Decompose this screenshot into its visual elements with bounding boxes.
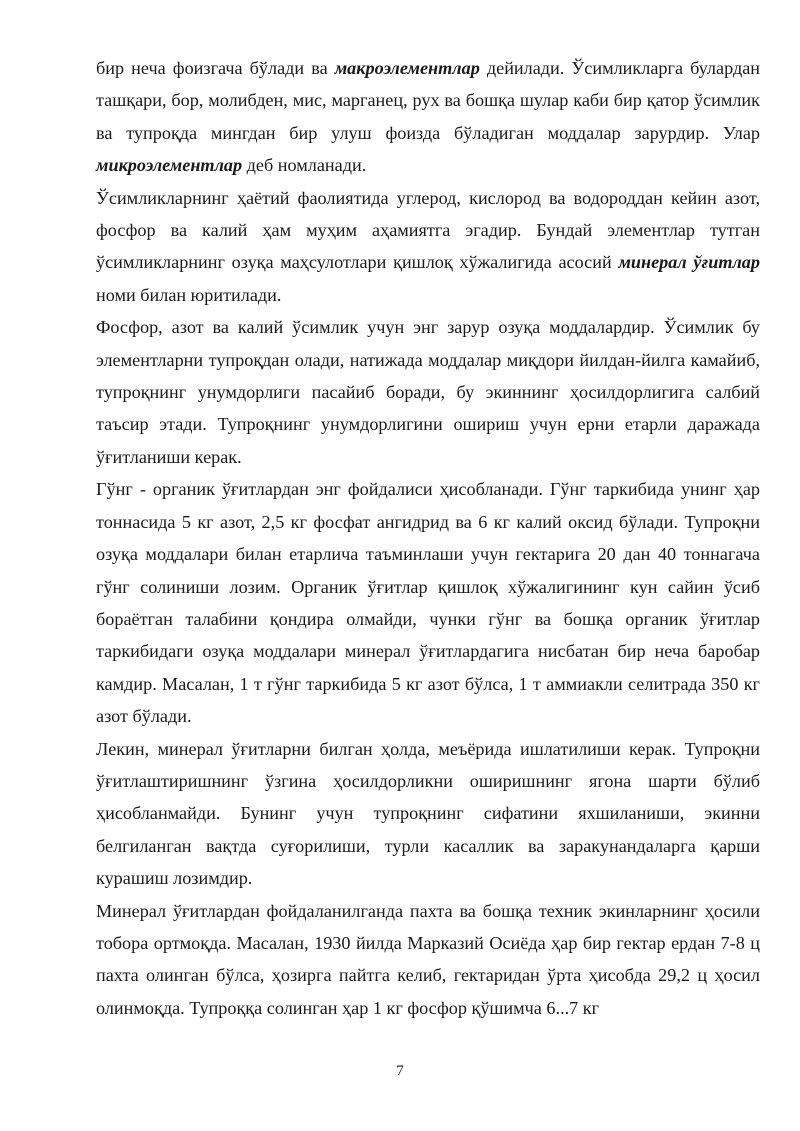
- term-macroelements: макроэлементлар: [334, 58, 480, 78]
- text-run: дейилади. Ўсимликларга булардан ташқари, бор, молибден, мис, марганец, рух ва бошқа шулар каби бир қатор ўсимлик ва тупроқда мингдан бир улуш фоизда бўладиган моддалар зарурдир. Улар: [96, 58, 760, 143]
- paragraph-manure: [96, 473, 760, 732]
- text-run: Лекин, минерал ўғитларни билган ҳолда, меъёрида ишлатилиши керак. Тупроқни ўғитлаштиришнинг ўзгина ҳосилдорликни оширишнинг ягона шарти бўлиб ҳисобланмайди. Бунинг учун тупроқнинг сифатини яхшиланиши, экинни белгиланган вақтда суғорилиши, турли касаллик ва заракунандаларга қарши курашиш лозимдир.: [96, 738, 760, 889]
- text-run: Ўсимликларнинг ҳаётий фаолиятида углерод, кислород ва водороддан кейин азот, фосфор ва калий ҳам муҳим аҳамиятга эгадир. Бундай элементлар тутган ўсимликларнинг озуқа маҳсулотлари қишлоқ хўжалигида асосий: [96, 187, 760, 273]
- paragraph-macroelements: [96, 52, 760, 182]
- text-run: Гўнг - органик ўғитлардан энг фойдалиси ҳисобланади. Гўнг таркибида унинг ҳар тоннасида 5 кг азот, 2,5 кг фосфат ангидрид ва 6 кг калий оксид бўлади. Тупроқни озуқа моддалари билан етарлича таъминлаши учун гектарига 20 дан 40 тоннагача гўнг солиниши лозим. Органик ўғитлар қишлоқ хўжалигининг кун сайин ўсиб бораётган талабини қондира олмайди, чунки гўнг ва бошқа органик ўғитлар таркибидаги озуқа моддалари минерал ўғитлардагига нисбатан бир неча баробар камдир. Масалан, 1 т гўнг таркибида 5 кг азот бўлса, 1 т аммиакли селитрада 350 кг азот бўлади.: [96, 479, 760, 727]
- text-run: номи билан юритилади.: [96, 284, 282, 305]
- document-page: [96, 52, 760, 1024]
- paragraph-usage: [96, 733, 760, 895]
- term-mineral-fertilizers: минерал ўғитлар: [618, 252, 760, 273]
- paragraph-nutrients: [96, 311, 760, 473]
- page-number: 7: [396, 1063, 404, 1079]
- text-run: Фосфор, азот ва калий ўсимлик учун энг зарур озуқа моддалардир. Ўсимлик бу элементларни тупроқдан олади, натижада моддалар миқдори йилдан-йилга камайиб, тупроқнинг унумдорлиги пасайиб боради, бу экиннинг ҳосилдорлигига салбий таъсир этади. Тупроқнинг унумдорлигини ошириш учун ерни етарли даражада ўғитланиши керак.: [96, 317, 760, 467]
- paragraph-yield: [96, 895, 760, 1025]
- text-run: бир неча фоизгача бўлади ва: [96, 58, 335, 78]
- paragraph-mineral-fertilizers: [96, 182, 760, 312]
- text-run: Минерал ўғитлардан фойдаланилганда пахта ва бошқа техник экинларнинг ҳосили тобора ортмоқда. Масалан, 1930 йилда Марказий Осиёда ҳар бир гектар ердан 7-8 ц пахта олинган бўлса, ҳозирга пайтга келиб, гектаридан ўрта ҳисобда 29,2 ц ҳосил олинмоқда. Тупроққа солинган ҳар 1 кг фосфор қўшимча 6...7 кг: [96, 900, 760, 1018]
- text-run: деб номланади.: [242, 155, 367, 176]
- term-microelements: микроэлементлар: [96, 155, 243, 176]
